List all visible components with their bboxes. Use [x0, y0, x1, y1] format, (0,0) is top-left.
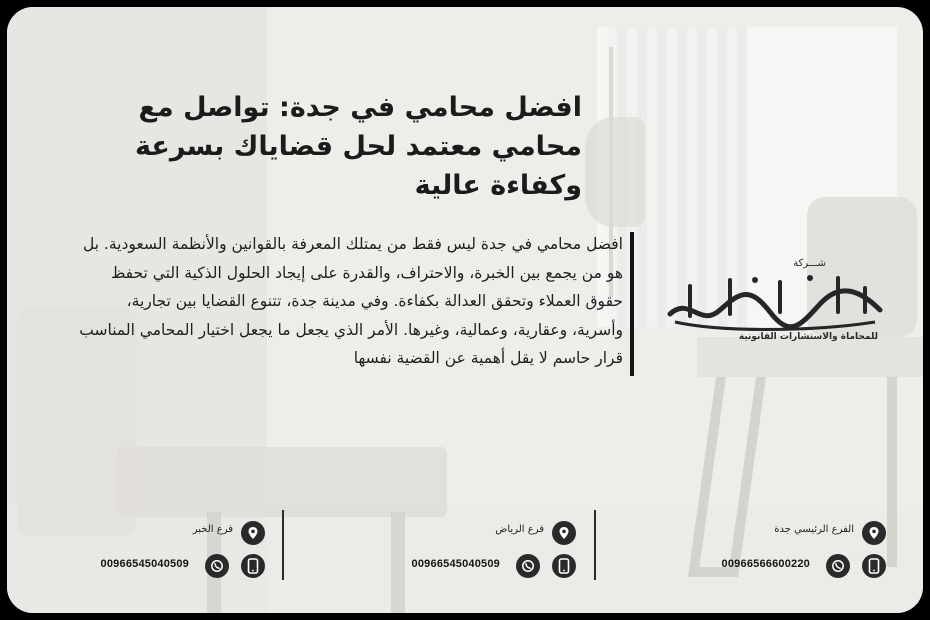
branch-separator [282, 510, 284, 580]
branch-phone[interactable]: 00966545040509 [100, 558, 189, 570]
branch-riyadh [400, 518, 580, 584]
branch-khobar [89, 518, 269, 584]
branch-phone[interactable]: 00966566600220 [721, 558, 810, 570]
branch-name: فرع الرياض [495, 524, 544, 535]
branch-separator [594, 510, 596, 580]
company-logo [660, 258, 886, 353]
branch-jeddah [710, 518, 890, 584]
location-pin-icon [241, 521, 265, 545]
whatsapp-icon[interactable] [826, 554, 850, 578]
branch-name: فرع الخبر [192, 524, 233, 535]
mobile-phone-icon[interactable] [552, 554, 576, 578]
vertical-divider [630, 232, 634, 376]
page-title: افضل محامي في جدة: تواصل مع محامي معتمد لحل قضاياك بسرعة وكفاءة عالية [135, 92, 582, 201]
logo-subtitle: للمحاماة والاستشارات القانونية [738, 332, 878, 342]
logo-company-word: شـــركة [793, 258, 826, 269]
intro-paragraph: افضل محامي في جدة ليس فقط من يمتلك المعرفة بالقوانين والأنظمة السعودية. بل هو من يجمع بين الخبرة، والاحتراف، والقدرة على إيجاد الحلول الذكية التي تحفظ حقوق العملاء وتحقق العدالة بكفاءة. وفي مدينة جدة، تتنوع القضايا بين تجارية، وأسرية، وعقارية، وعمالية، وغيرها. الأمر الذي يجعل ما يجعل اختيار المحامي المناسب قرار حاسم لا يقل أهمية عن القضية نفسها [79, 235, 623, 367]
whatsapp-icon[interactable] [205, 554, 229, 578]
location-pin-icon [862, 521, 886, 545]
mobile-phone-icon[interactable] [862, 554, 886, 578]
mobile-phone-icon[interactable] [241, 554, 265, 578]
branch-phone[interactable]: 00966545040509 [411, 558, 500, 570]
logo-calligraphy [660, 266, 886, 336]
whatsapp-icon[interactable] [516, 554, 540, 578]
branch-name: الفرع الرئيسي جدة [774, 524, 854, 535]
location-pin-icon [552, 521, 576, 545]
